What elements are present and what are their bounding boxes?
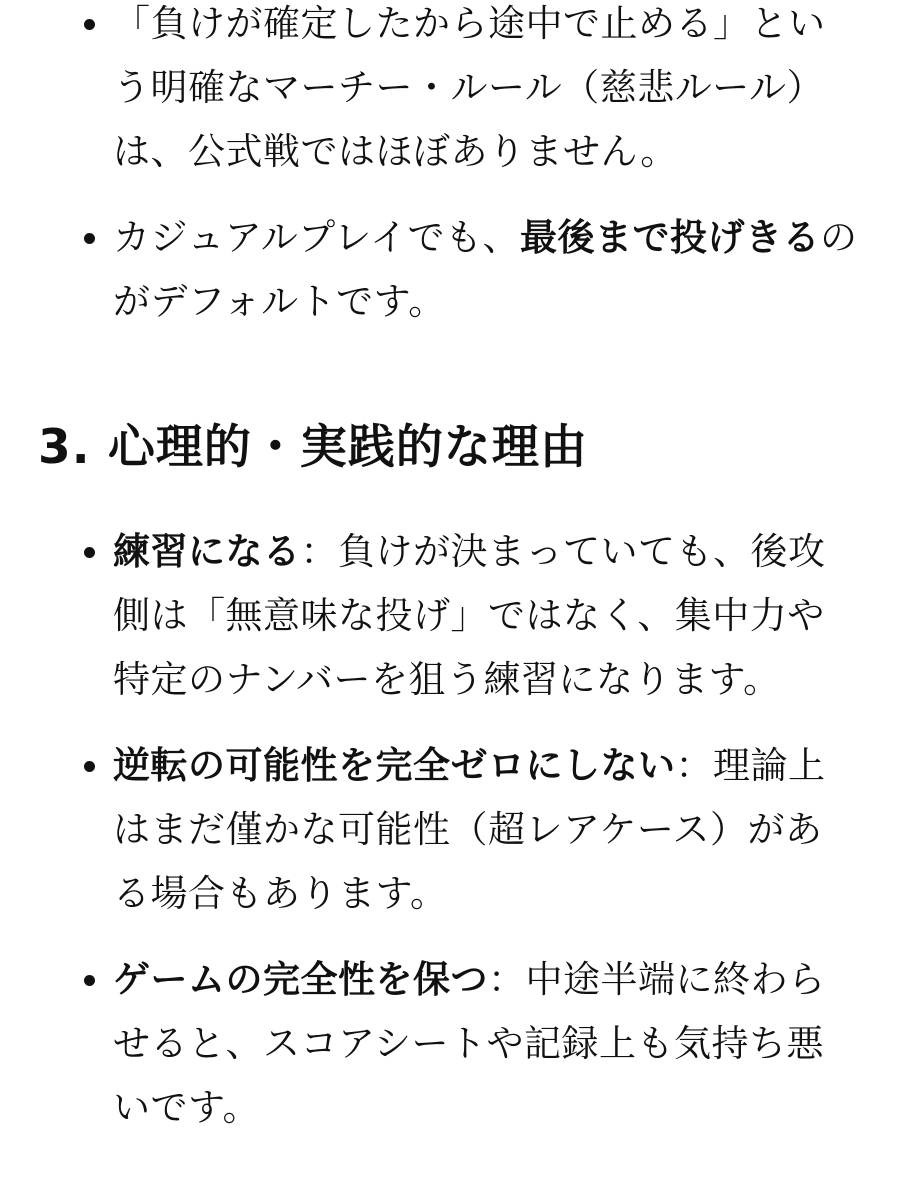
list-item — [0, 948, 858, 1140]
list-item-text: のがデフォルトです。 — [113, 216, 858, 323]
list-item — [0, 734, 858, 926]
list-item-text: ：理論上はまだ僅かな可能性（超レアケース）がある場合もあります。 — [113, 744, 826, 915]
list-item — [0, 520, 858, 712]
list-item-bold-text: 逆転の可能性を完全ゼロにしない — [113, 744, 676, 787]
list-item — [0, 206, 858, 334]
list-item — [0, 0, 858, 184]
bullet-list-reasons — [0, 520, 908, 1140]
section-heading: 3. 心理的・実践的な理由 — [38, 420, 588, 475]
list-item-bold-text: 練習になる — [113, 530, 301, 573]
list-item-bold-text: 最後まで投げきる — [519, 216, 820, 259]
bullet-dot — [84, 547, 95, 558]
bullet-list-top — [0, 0, 908, 334]
list-item-text: ：中途半端に終わらせると、スコアシートや記録上も気持ち悪いです。 — [113, 958, 826, 1129]
bullet-dot — [84, 975, 95, 986]
list-item-bold-text: ゲームの完全性を保つ — [113, 958, 488, 1001]
bullet-dot — [84, 233, 95, 244]
list-item-text: ：負けが決まっていても、後攻側は「無意味な投げ」ではなく、集中力や特定のナンバーを狙う練習になります。 — [113, 530, 826, 701]
list-item-text: カジュアルプレイでも、 — [113, 216, 520, 259]
bullet-dot — [84, 19, 95, 30]
bullet-dot — [84, 761, 95, 772]
list-item-text: 「負けが確定したから途中で止める」という明確なマーチー・ルール（慈悲ルール）は、公式戦ではほぼありません。 — [113, 2, 826, 173]
